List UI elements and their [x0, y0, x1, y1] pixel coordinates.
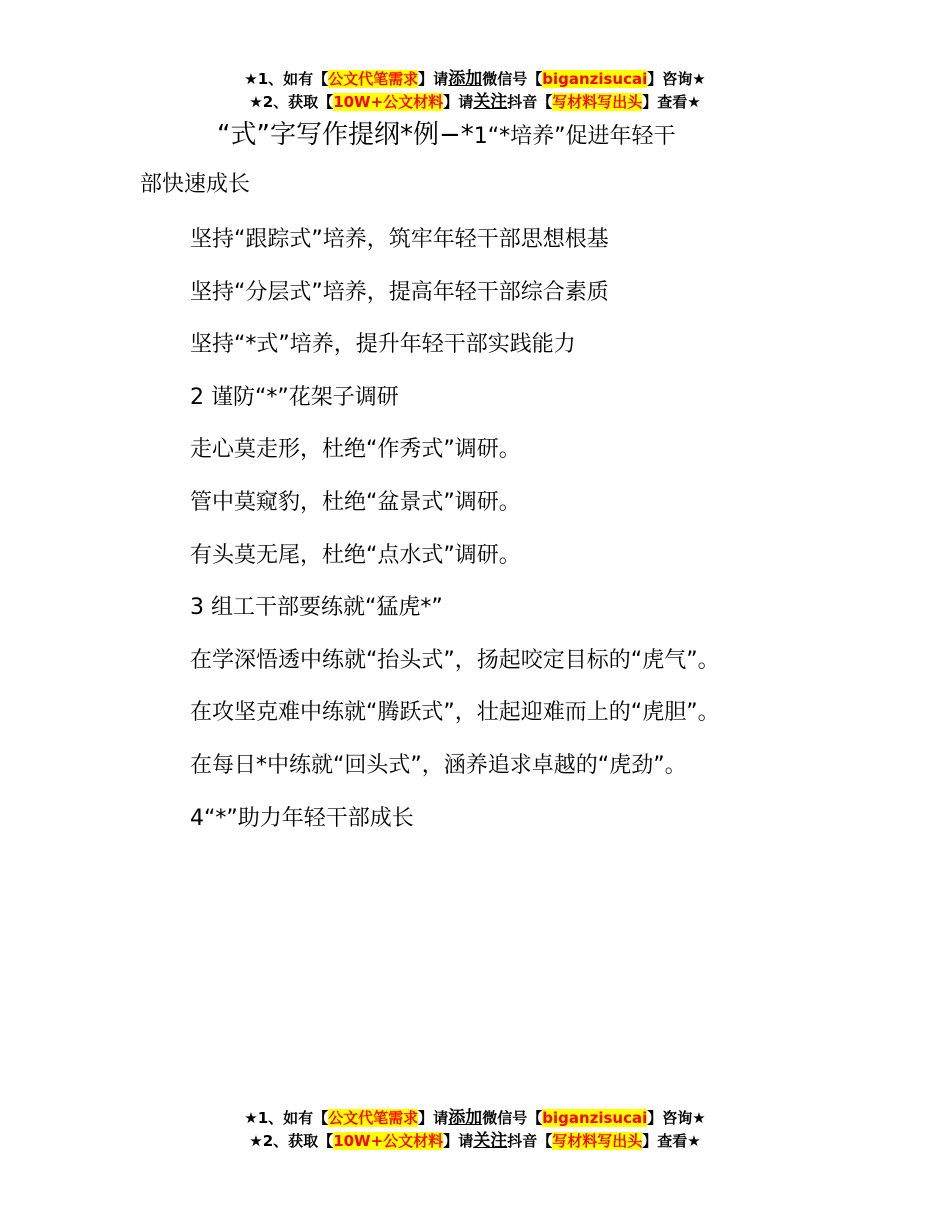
banner-underlined: 关注 [473, 1131, 508, 1151]
banner-text: 】查看★ [642, 93, 701, 111]
banner-highlight: biganzisucai [542, 1109, 648, 1127]
banner-text: 】查看★ [642, 1132, 701, 1150]
banner-line-2 [0, 91, 950, 114]
banner-highlight: 写材料写出头 [552, 1132, 643, 1150]
section-heading: 3 组工干部要练就“猛虎*” [190, 595, 443, 621]
banner-text: 微信号【 [482, 1109, 543, 1127]
banner-highlight: 写材料写出头 [552, 93, 643, 111]
paragraph: 坚持“跟踪式”培养，筑牢年轻干部思想根基 [190, 227, 609, 252]
banner-text: ★2、获取【 [249, 1132, 334, 1150]
title-main: “式”字写作提纲*例−* [217, 120, 474, 150]
banner-text: 】请 [418, 70, 449, 88]
banner-highlight: 10W+公文材料 [333, 1132, 444, 1150]
banner-highlight: 公文代笔需求 [328, 70, 419, 88]
paragraph: 坚持“分层式”培养，提高年轻干部综合素质 [190, 279, 609, 305]
paragraph: 管中莫窥豹，杜绝“盆景式”调研。 [190, 489, 521, 515]
paragraph: 走心莫走形，杜绝“作秀式”调研。 [190, 437, 521, 463]
paragraph: 在攻坚克难中练就“腾跃式”，壮起迎难而上的“虎胆”。 [190, 700, 720, 726]
section-heading: 2 谨防“*”花架子调研 [190, 384, 399, 410]
document-body [190, 214, 850, 845]
banner-text: 】请 [418, 1109, 449, 1127]
paragraph: 有头莫无尾，杜绝“点水式”调研。 [190, 542, 521, 568]
banner-text: 抖音【 [507, 93, 553, 111]
banner-text: 微信号【 [482, 70, 543, 88]
footer-banner [0, 1107, 950, 1153]
banner-underlined: 关注 [473, 92, 508, 112]
section-heading: 4“*”助力年轻干部成长 [190, 805, 414, 831]
banner-underlined: 添加 [448, 69, 483, 89]
banner-text: 】请 [443, 1132, 474, 1150]
banner-text: 】咨询★ [647, 70, 706, 88]
banner-text: 】咨询★ [647, 1109, 706, 1127]
banner-line-1 [0, 68, 950, 91]
header-banner [0, 68, 950, 114]
banner-text: ★1、如有【 [244, 70, 329, 88]
banner-line-2 [0, 1130, 950, 1153]
banner-line-1 [0, 1107, 950, 1130]
banner-highlight: 10W+公文材料 [333, 93, 444, 111]
banner-text: ★2、获取【 [249, 93, 334, 111]
banner-highlight: 公文代笔需求 [328, 1109, 419, 1127]
banner-underlined: 添加 [448, 1108, 483, 1128]
title-section-1: 1“*培养”促进年轻干 [473, 124, 676, 149]
banner-highlight: biganzisucai [542, 70, 648, 88]
title-section-1-cont: 部快速成长 [140, 172, 251, 197]
banner-text: 】请 [443, 93, 474, 111]
banner-text: ★1、如有【 [244, 1109, 329, 1127]
banner-text: 抖音【 [507, 1132, 553, 1150]
paragraph: 坚持“*式”培养，提升年轻干部实践能力 [190, 332, 576, 358]
document-title [140, 112, 840, 208]
paragraph: 在学深悟透中练就“抬头式”，扬起咬定目标的“虎气”。 [190, 647, 720, 673]
paragraph: 在每日*中练就“回头式”，涵养追求卓越的“虎劲”。 [190, 752, 687, 778]
